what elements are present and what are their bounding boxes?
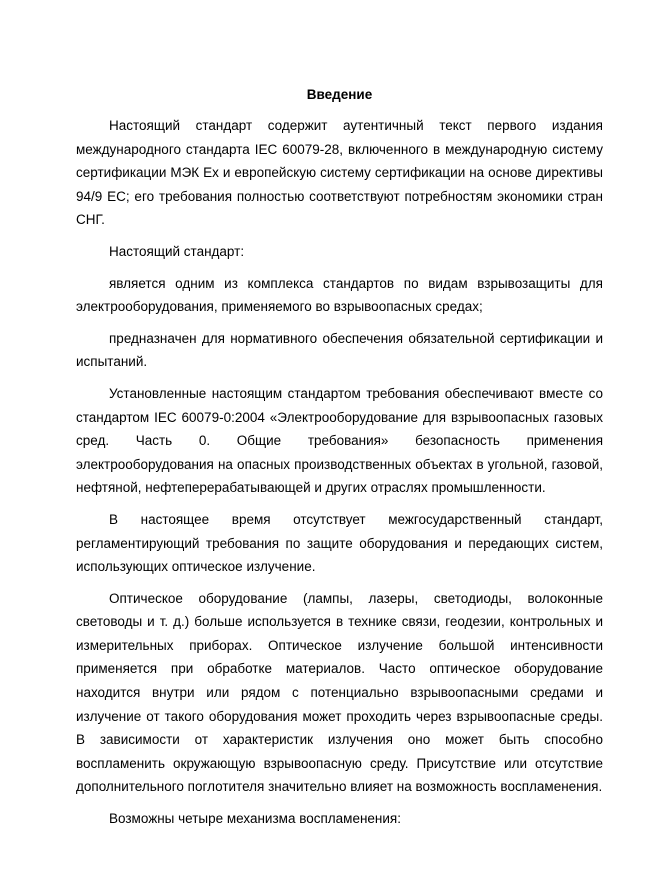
paragraph: Установленные настоящим стандартом требования обеспечивают вместе со стандартом IEC 60079-0:2004 «Электрооборудование для взрывоопасных газовых сред. Часть 0. Общие требования» безопасность применения электрооборудования на опасных производственных объектах в угольной, газовой, нефтяной, нефтеперерабатывающей и других отраслях промышленности. (76, 385, 603, 496)
section-title: Введение (306, 87, 373, 102)
paragraph: В настоящее время отсутствует межгосударственный стандарт, регламентирующий требования по защите оборудования и передающих систем, использующих оптическое излучение. (76, 511, 603, 575)
paragraph: Настоящий стандарт содержит аутентичный текст первого издания международного стандарта IEC 60079-28, включенного в международную систему сертификации МЭК Ex и европейскую систему сертификации на основе директивы 94/9 ЕС; его требования полностью соответствуют потребностям экономики стран СНГ. (76, 118, 603, 228)
paragraph: является одним из комплекса стандартов по видам взрывозащиты для электрооборудования, применяемого во взрывоопасных средах; (76, 275, 603, 315)
paragraph: Возможны четыре механизма воспламенения: (109, 811, 401, 827)
document-page (76, 86, 603, 839)
paragraph: Оптическое оборудование (лампы, лазеры, светодиоды, волоконные световоды и т. д.) больше используется в технике связи, геодезии, контрольных и измерительных приборах. Оптическое излучение большой интенсивности применяется при обработке материалов. Часто оптическое оборудование находится внутри или рядом с потенциально взрывоопасными средами и излучение от такого оборудования может проходить через взрывоопасные среды. В зависимости от характеристик излучения оно может быть способно воспламенить окружающую взрывоопасную среду. Присутствие или отсутствие дополнительного поглотителя значительно влияет на возможность воспламенения. (76, 590, 603, 795)
paragraph: предназначен для нормативного обеспечения обязательной сертификации и испытаний. (76, 330, 603, 370)
paragraph: Настоящий стандарт: (109, 243, 245, 259)
